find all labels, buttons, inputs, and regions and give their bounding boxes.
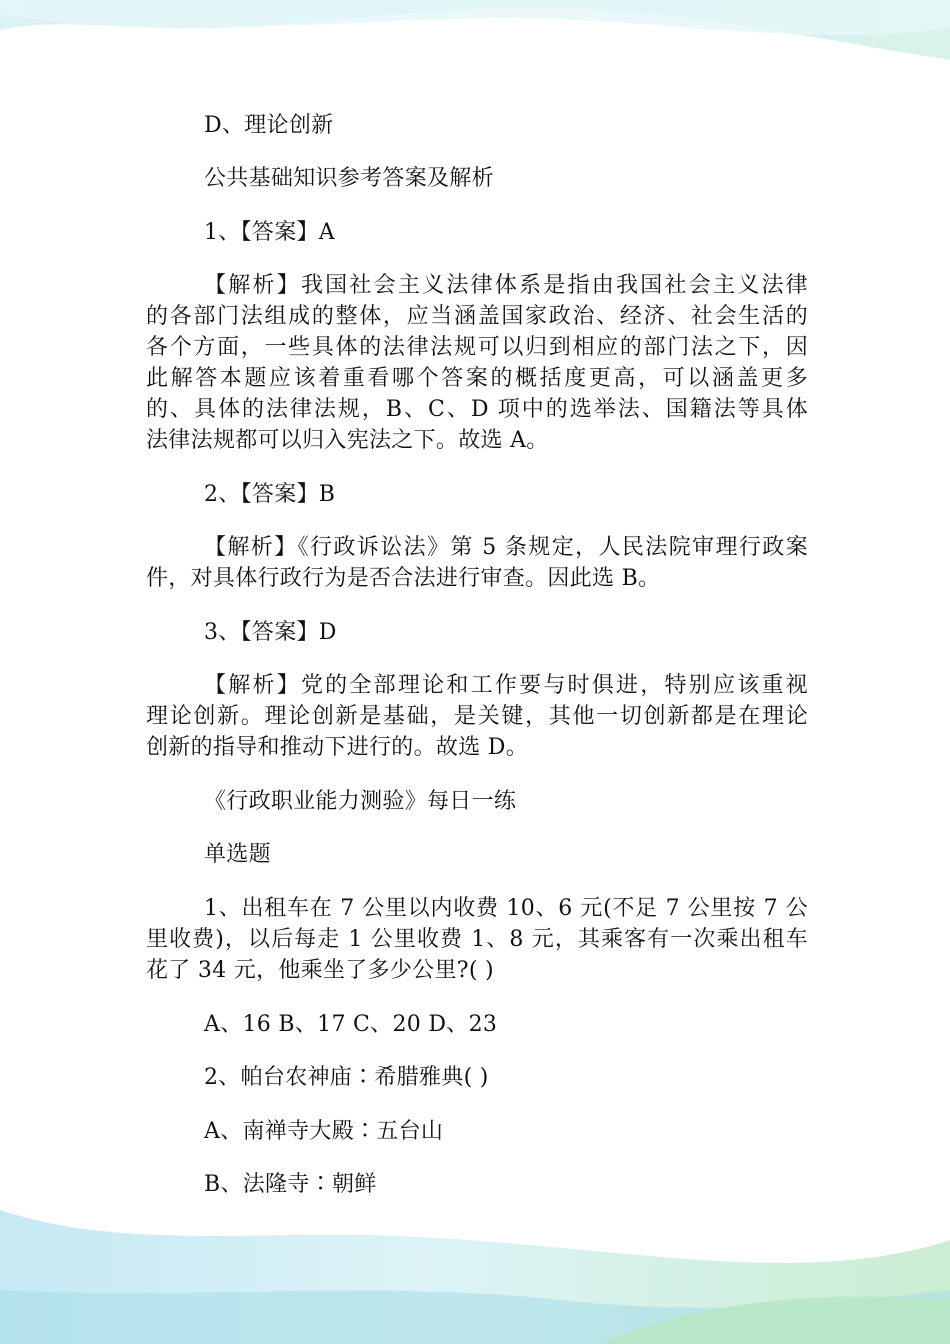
answer-1: 1、【答案】A — [204, 220, 335, 245]
analysis-1-line: 的、具体的法律法规，B、C、D 项中的选举法、国籍法等具体 — [146, 397, 808, 422]
question-2-option-b: B、法隆寺∶朝鲜 — [204, 1172, 377, 1197]
question-1-options: A、16 B、17 C、20 D、23 — [204, 1012, 498, 1037]
analysis-1-line: 此解答本题应该着重看哪个答案的概括度更高，可以涵盖更多 — [146, 366, 808, 391]
question-1-line: 花了 34 元，他乘坐了多少公里?( ) — [146, 958, 494, 983]
analysis-1 — [146, 270, 808, 456]
analysis-2 — [146, 532, 808, 594]
analysis-3-line: 创新的指导和推动下进行的。故选 D。 — [146, 735, 529, 760]
question-2-option-a: A、南禅寺大殿∶五台山 — [204, 1119, 444, 1144]
question-1-line: 里收费)，以后每走 1 公里收费 1、8 元，其乘客有一次乘出租车 — [146, 927, 808, 952]
analysis-3-line: 理论创新。理论创新是基础，是关键，其他一切创新都是在理论 — [146, 704, 808, 729]
analysis-1-line: 法律法规都可以归入宪法之下。故选 A。 — [146, 428, 549, 453]
section-heading-answers: 公共基础知识参考答案及解析 — [204, 166, 494, 191]
analysis-2-line: 件，对具体行政行为是否合法进行审查。因此选 B。 — [146, 566, 661, 591]
answer-3: 3、【答案】D — [204, 620, 337, 645]
analysis-2-line: 【解析】《行政诉讼法》第 5 条规定，人民法院审理行政案 — [204, 535, 808, 560]
analysis-1-line: 【解析】我国社会主义法律体系是指由我国社会主义法律 — [204, 273, 808, 298]
question-1-line: 1、出租车在 7 公里以内收费 10、6 元(不足 7 公里按 7 公 — [204, 896, 808, 921]
analysis-1-line: 的各部门法组成的整体，应当涵盖国家政治、经济、社会生活的 — [146, 304, 808, 329]
analysis-1-line: 各个方面，一些具体的法律法规可以归到相应的部门法之下，因 — [146, 335, 808, 360]
analysis-3 — [146, 670, 808, 763]
option-d-line: D、理论创新 — [204, 113, 334, 138]
section-heading-practice: 《行政职业能力测验》每日一练 — [204, 789, 517, 814]
analysis-3-line: 【解析】党的全部理论和工作要与时俱进，特别应该重视 — [204, 673, 808, 698]
question-type-heading: 单选题 — [204, 842, 271, 867]
question-1 — [146, 893, 808, 986]
question-2: 2、帕台农神庙∶希腊雅典( ) — [204, 1065, 489, 1090]
answer-2: 2、【答案】B — [204, 482, 336, 507]
